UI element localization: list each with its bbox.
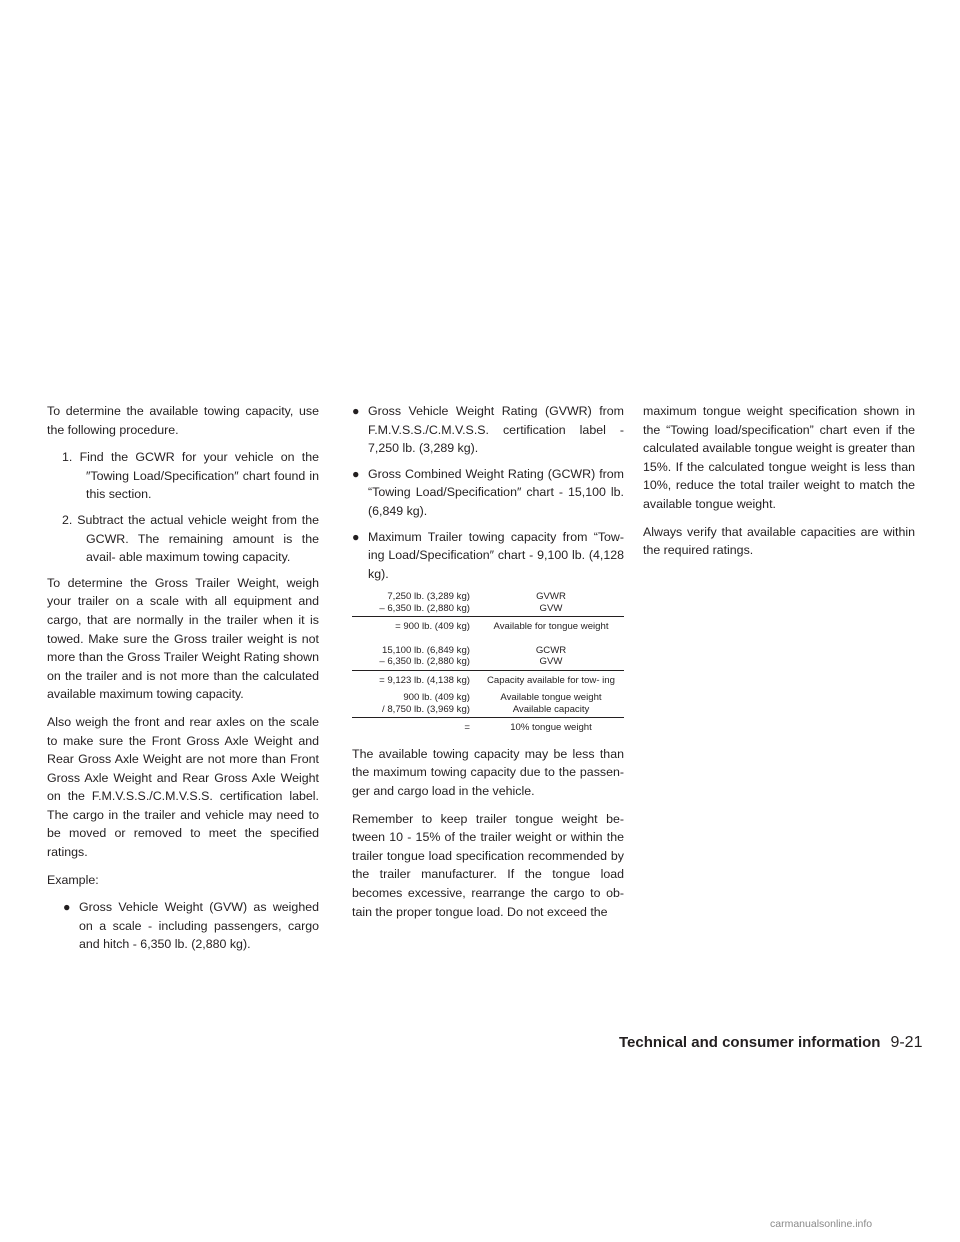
calc-result-row (352, 722, 624, 734)
column-right (643, 402, 915, 569)
calc-divider (352, 717, 624, 718)
calc-divider (352, 670, 624, 671)
calc-value: 900 lb. (409 kg) (403, 692, 470, 704)
calc-value: – 6,350 lb. (2,880 kg) (379, 602, 470, 614)
bullet-item (352, 402, 624, 458)
tongue-weight-calculation (352, 591, 624, 734)
step-number: 1. (62, 450, 73, 465)
verify-paragraph: Always verify that available capacities are within the required ratings. (643, 524, 915, 558)
bullet-icon: ● (63, 900, 71, 915)
calc-label: Available capacity (512, 703, 590, 715)
bullet-item (352, 465, 624, 521)
calc-value: – 6,350 lb. (2,880 kg) (379, 656, 470, 668)
step-text: Find the GCWR for your vehicle on the ″Towing Load/Specification″ chart found in this section. (79, 450, 319, 502)
tongue-weight-paragraph: Remember to keep trailer tongue weight be- tween 10 - 15% of the trailer weight or within the trailer tongue load specification recommended by the trailer manufacturer. If the tongue load becomes excessive, rearrange the cargo to ob- tain the proper tongue load. Do not exceed the (352, 811, 624, 919)
calc-result-value: = 9,123 lb. (4,138 kg) (379, 674, 470, 686)
calc-result-value: = (464, 722, 470, 734)
bullet-text: Gross Vehicle Weight (GVW) as weighed on a scale - including passengers, cargo and hitch - 6,350 lb. (2,880 kg). (79, 900, 319, 952)
bullet-item (47, 898, 319, 954)
bullet-icon: ● (352, 529, 360, 544)
calc-result-row (352, 675, 624, 687)
axle-weight-paragraph: Also weigh the front and rear axles on the scale to make sure the Front Gross Axle Weight and Rear Gross Axle Weight are not more than Front Gross Axle Weight and Rear Gross Axle Weight on the F.M.V.S.S./C.M.V.S.S. certification label. The cargo in the trailer and vehicle may need to be moved or removed to meet the specified ratings. (47, 714, 319, 860)
calc-label: GVWR (536, 591, 566, 603)
page-footer (619, 1034, 922, 1052)
calc-divider (352, 616, 624, 617)
calc-row (352, 656, 624, 668)
step-number: 2. (62, 512, 73, 527)
bullet-text: Maximum Trailer towing capacity from “Tow- ing Load/Specification″ chart - 9,100 lb. (4,128 kg). (368, 529, 624, 581)
calc-result-label: 10% tongue weight (510, 722, 592, 734)
calc-label: GVW (539, 602, 563, 614)
calc-result-label: Capacity available for tow- ing (487, 674, 615, 686)
calc-row (352, 692, 624, 704)
towing-capacity-paragraph: The available towing capacity may be less than the maximum towing capacity due to the passen- ger and cargo load in the vehicle. (352, 746, 624, 799)
intro-paragraph: To determine the available towing capacity, use the following procedure. (47, 404, 319, 437)
bullet-text: Gross Combined Weight Rating (GCWR) from “Towing Load/Specification″ chart - 15,100 lb. (6,849 kg). (368, 466, 624, 518)
calc-result-row (352, 621, 624, 633)
calc-result-value: = 900 lb. (409 kg) (395, 621, 470, 633)
calc-row (352, 591, 624, 603)
watermark: carmanualsonline.info (770, 1218, 873, 1230)
column-middle (352, 402, 624, 930)
page-number: 9-21 (890, 1034, 923, 1051)
calc-row (352, 645, 624, 657)
step-text: Subtract the actual vehicle weight from the GCWR. The remaining amount is the avail- able maximum towing capacity. (77, 512, 319, 565)
bullet-icon: ● (352, 466, 360, 481)
bullet-text: Gross Vehicle Weight Rating (GVWR) from F.M.V.S.S./C.M.V.S.S. certification label - 7,250 lb. (3,289 kg). (368, 404, 624, 456)
step-item (47, 448, 319, 504)
calc-label: Available tongue weight (500, 692, 602, 704)
calc-value: / 8,750 lb. (3,969 kg) (382, 703, 470, 715)
section-title: Technical and consumer information (619, 1034, 881, 1051)
bullet-item (352, 528, 624, 584)
tongue-weight-continued-paragraph: maximum tongue weight specification shown in the “Towing load/specification” chart even if the calculated available tongue weight is greater than 15%. If the calculated tongue weight is less than 10%, reduce the total trailer weight to match the available tongue weight. (643, 404, 915, 511)
calc-row (352, 704, 624, 716)
calc-label: GCWR (535, 644, 567, 656)
example-label: Example: (47, 872, 99, 887)
calc-label: GVW (539, 656, 563, 668)
calc-row (352, 603, 624, 615)
bullet-icon: ● (352, 404, 360, 418)
calc-result-label: Available for tongue weight (493, 621, 609, 633)
calc-value: 15,100 lb. (6,849 kg) (381, 644, 470, 656)
calc-value: 7,250 lb. (3,289 kg) (387, 591, 470, 603)
step-item (47, 511, 319, 567)
gross-trailer-weight-paragraph: To determine the Gross Trailer Weight, weigh your trailer on a scale with all equipment and cargo, that are normally in the trailer when it is towed. Make sure the Gross trailer weight is not more than the Gross Trailer Weight Rating shown on the trailer and is not more than the calculated available maximum towing capacity. (47, 575, 319, 702)
column-left (47, 402, 319, 961)
